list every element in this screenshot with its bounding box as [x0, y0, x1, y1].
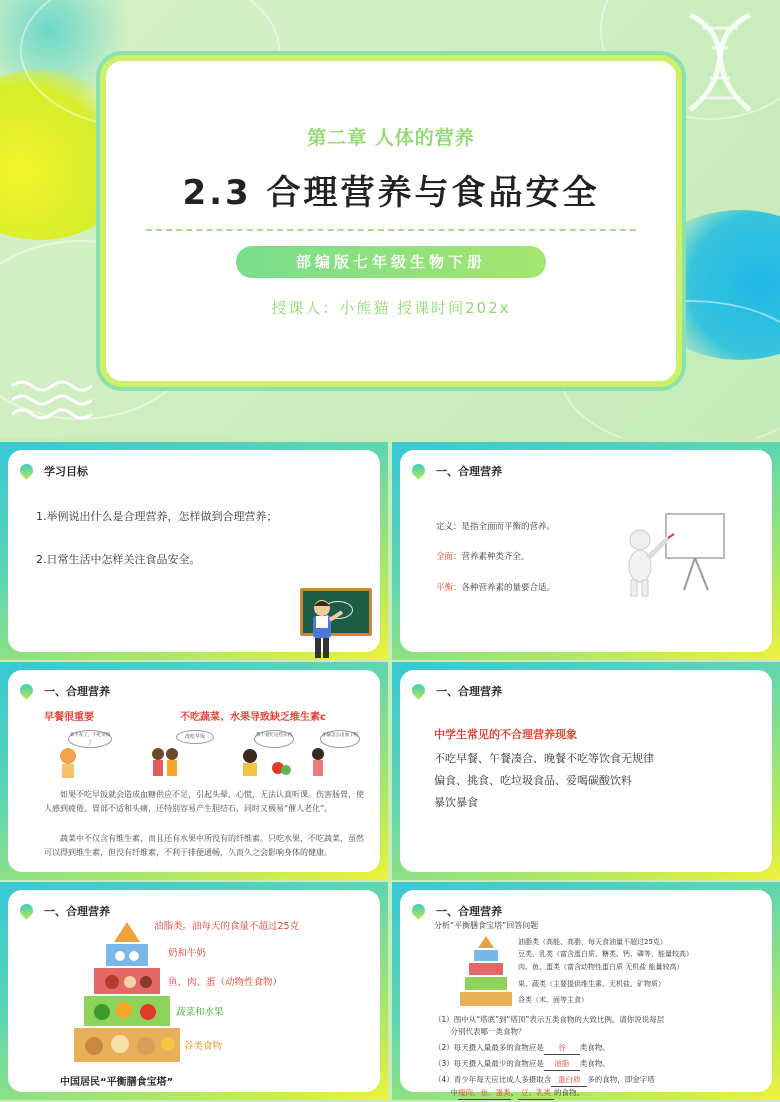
- pyramid-level-label: 蔬菜和水果: [176, 1007, 224, 1018]
- leaf-bullet-icon: [412, 464, 434, 478]
- speech-bubble: 没吃早饭: [176, 730, 214, 744]
- slide-header-text: 一、合理营养: [44, 905, 110, 918]
- comprehensive-line: 全面：营养素种类齐全。: [436, 552, 530, 562]
- leaf-bullet-icon: [412, 904, 434, 918]
- teacher-info: 授课人：小熊猫 授课时间202x: [271, 299, 511, 317]
- pyramid-level-description: 油脂类（高能、高脂，每天食油量不超过25克）: [518, 938, 667, 946]
- teacher-figure-icon: [308, 598, 348, 660]
- answer-blank: 油脂: [544, 1058, 580, 1071]
- question-2: （2）每天摄入量最多的食物应是 谷 类食物。: [434, 1042, 610, 1055]
- pyramid-level-label: 油脂类。油每天的食量不超过25克: [154, 921, 300, 932]
- slide-header: [20, 460, 88, 482]
- presenter-whiteboard-icon: [618, 510, 728, 600]
- breakfast-paragraph: 如果不吃早饭就会造成血糖供应不足，引起头晕、心慌，无法认真听课。伤害肠胃，使人感到疲倦、胃部不适和头痛，还特别容易产生胆结石，同时又极易“催人老化”。: [44, 790, 364, 813]
- kids-illustration: [54, 730, 358, 782]
- speech-bubble: 牙龈怎么出血了呢: [320, 730, 360, 748]
- slide-food-pyramid[interactable]: [0, 882, 388, 1100]
- leaf-bullet-icon: [20, 464, 42, 478]
- goal-item: 2.日常生活中怎样关注食品安全。: [36, 553, 201, 566]
- slide-header: [20, 900, 110, 922]
- slide-header-text: 一、合理营养: [44, 685, 110, 698]
- title-slide: [0, 0, 780, 438]
- balance-line: 平衡：各种营养素的量要合适。: [436, 583, 556, 593]
- answer-blank: 豆、乳类: [518, 1087, 554, 1100]
- slide-pyramid-questions[interactable]: [392, 882, 780, 1100]
- dna-icon: [680, 10, 760, 120]
- phenomena-line: 偏食、挑食、吃垃圾食品、爱喝碳酸饮料: [434, 774, 632, 787]
- title-card: [100, 55, 682, 387]
- food-pyramid-icon: [72, 922, 182, 1070]
- key-point-breakfast: 早餐很重要: [44, 712, 94, 723]
- phenomena-line: 不吃早餐、午餐凑合、晚餐不吃等饮食无规律: [434, 752, 654, 765]
- pyramid-level-label: 奶和牛奶: [168, 948, 207, 959]
- pyramid-level-description: 豆类、乳类（富含蛋白质、糖类、钙、磷等，能量较高）: [518, 950, 693, 958]
- lesson-title: 2.3 合理营养与食品安全: [182, 173, 600, 213]
- question-1: （1）图中从“塔底”到“塔顶”表示五类食物的大致比例。请你说说每层 分别代表哪一类食物？: [434, 1015, 665, 1036]
- answer-blank: 蛋白质: [551, 1074, 587, 1087]
- phenomena-title: 中学生常见的不合理营养现象: [434, 728, 577, 741]
- slide-header-text: 一、合理营养: [436, 905, 502, 918]
- slide-learning-goals[interactable]: [0, 442, 388, 660]
- slide-breakfast-and-vegetables[interactable]: [0, 662, 388, 880]
- leaf-bullet-icon: [412, 684, 434, 698]
- definition-line: 定义：是指全面而平衡的营养。: [436, 522, 556, 532]
- goal-item: 1.举例说出什么是合理营养，怎样做到合理营养；: [36, 510, 278, 523]
- slide-header-text: 学习目标: [44, 465, 88, 478]
- question-4: （4）青少年每天应比成人多摄取含 蛋白质 多的食物，即金字塔 中瘦肉、鱼、蛋类、 豆、乳类 的食物。: [434, 1074, 655, 1100]
- slide-header: [412, 680, 502, 702]
- answer-blank: 瘦肉、鱼、蛋类: [458, 1087, 511, 1100]
- leaf-bullet-icon: [20, 684, 42, 698]
- slide-header: [20, 680, 110, 702]
- pyramid-level-description: 谷类（米、面等主食）: [518, 996, 588, 1004]
- speech-bubble: 我不爱吃这些东西: [254, 730, 294, 748]
- pyramid-level-label: 谷类食物: [184, 1041, 223, 1052]
- key-point-vitamin-c: 不吃蔬菜、水果导致缺乏维生素c: [180, 712, 326, 723]
- question-intro: 分析“平衡膳食宝塔”回答问题: [434, 921, 539, 930]
- wave-decoration-icon: [12, 378, 92, 428]
- dashed-divider: [146, 229, 636, 231]
- pyramid-level-description: 果、蔬类（主要提供维生素、无机盐、矿物质）: [518, 980, 665, 988]
- slide-unreasonable-nutrition[interactable]: [392, 662, 780, 880]
- pyramid-level-label: 鱼、肉、蛋（动物性食物）: [168, 977, 283, 988]
- children-figures-icon: [54, 744, 354, 784]
- answer-blank: 谷: [544, 1042, 580, 1055]
- chapter-title: 第二章 人体的营养: [307, 127, 475, 149]
- question-3: （3）每天摄入量最少的食物应是 油脂 类食物。: [434, 1058, 610, 1071]
- slide-header-text: 一、合理营养: [436, 465, 502, 478]
- small-food-pyramid-icon: [460, 936, 512, 1006]
- slide-header-text: 一、合理营养: [436, 685, 502, 698]
- pyramid-caption: 中国居民“平衡膳食宝塔”: [60, 1077, 174, 1088]
- leaf-bullet-icon: [20, 904, 42, 918]
- pyramid-level-description: 肉、鱼、蛋类（富含动物性蛋白质 无机盐 能量较高）: [518, 963, 684, 971]
- phenomena-line: 暴饮暴食: [434, 796, 478, 809]
- speech-bubble: 来不及了，不吃早饭了: [68, 730, 112, 748]
- vegetable-paragraph: 蔬菜中不仅含有维生素，而且还有水果中所没有的纤维素。只吃水果，不吃蔬菜，虽然可以得到维生素，但没有纤维素，不利于排便通畅，久而久之会影响身体的健康。: [44, 834, 364, 857]
- slide-header: [412, 460, 502, 482]
- slide-header: [412, 900, 502, 922]
- slide-reasonable-nutrition-definition[interactable]: [392, 442, 780, 660]
- edition-pill: 部编版七年级生物下册: [236, 246, 546, 278]
